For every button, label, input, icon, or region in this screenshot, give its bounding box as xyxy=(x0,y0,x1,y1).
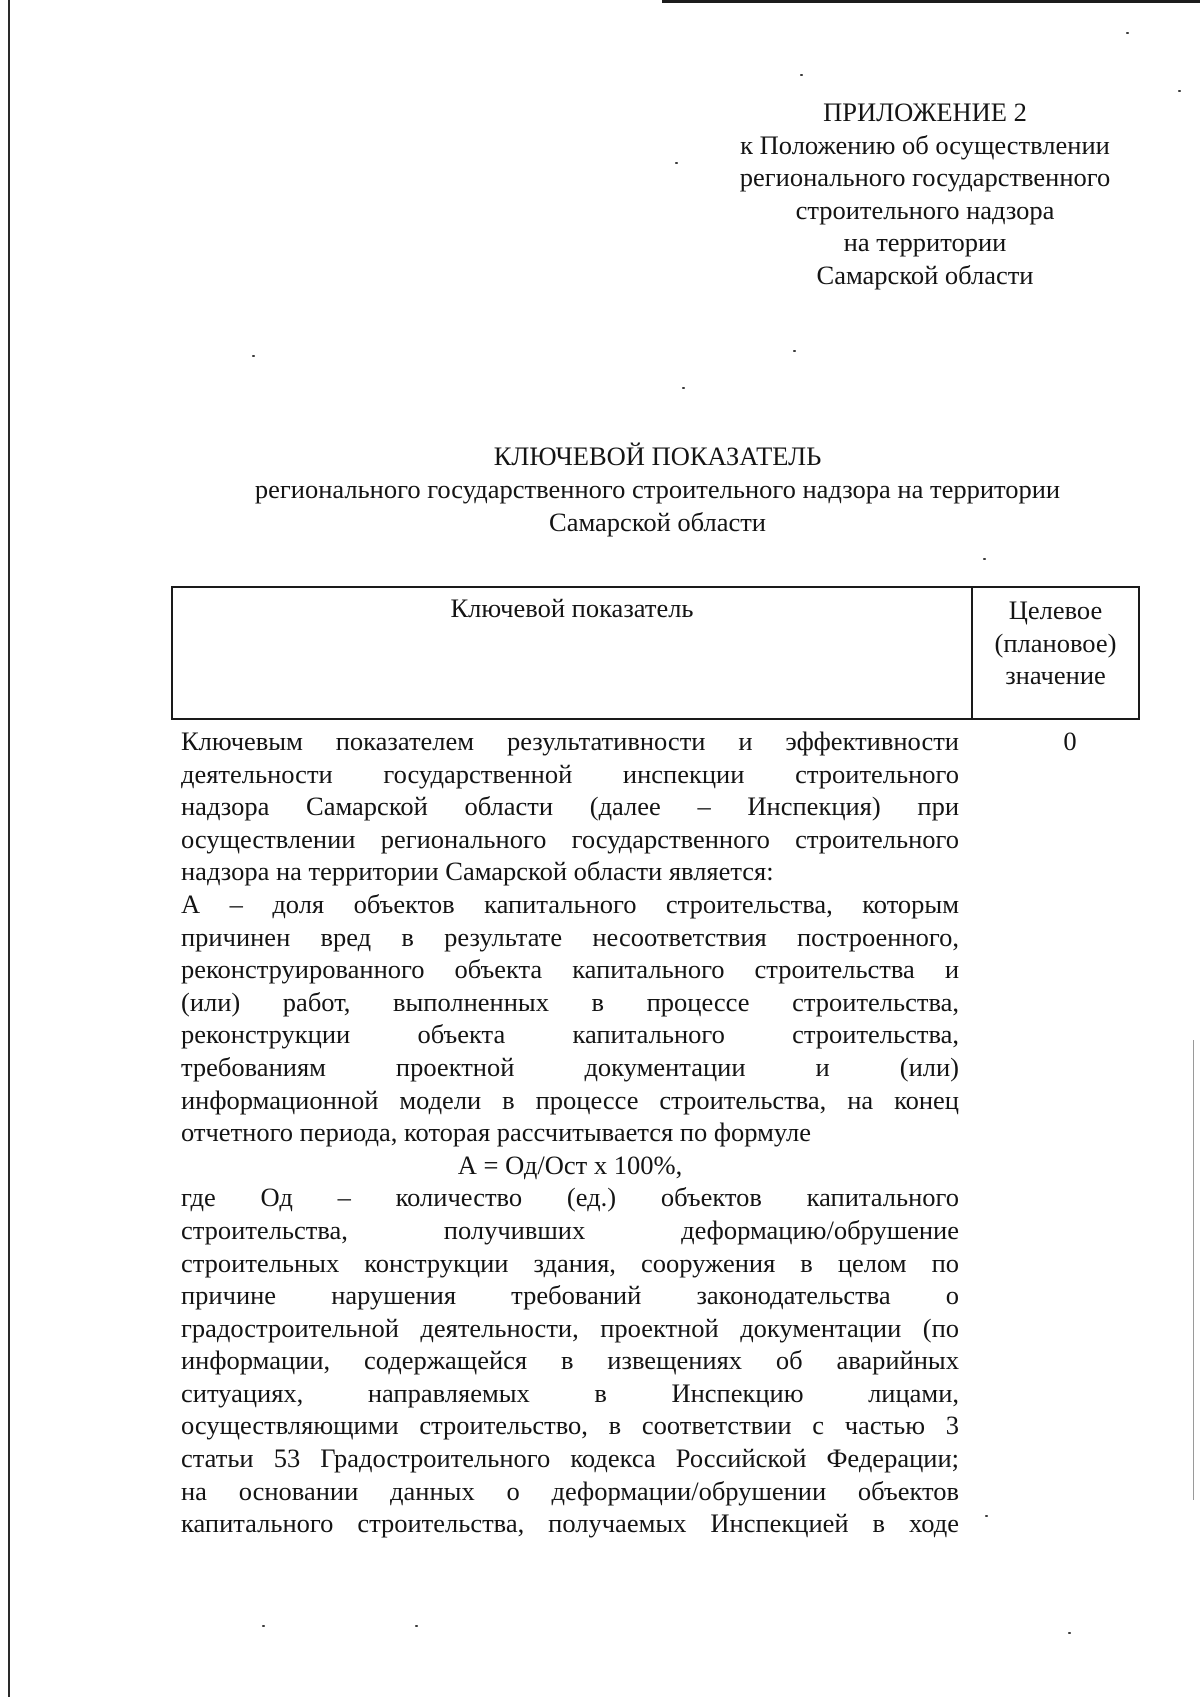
appendix-line: регионального государственного xyxy=(739,162,1111,192)
scan-speck xyxy=(1068,1632,1071,1634)
paragraph-where xyxy=(181,1181,959,1540)
text-line: градостроительной деятельности, проектной документации (по xyxy=(181,1312,959,1343)
text-line: осуществляющими строительство, в соответствии с частью 3 xyxy=(181,1410,959,1441)
text-line: на основании данных о деформации/обрушении объектов xyxy=(181,1475,959,1506)
text-line: статьи 53 Градостроительного кодекса Российской Федерации; xyxy=(181,1443,959,1474)
paragraph-intro xyxy=(181,725,959,888)
scan-speck xyxy=(1126,32,1129,34)
scan-speck xyxy=(252,355,255,357)
text-line: реконструкции объекта капитального строительства, xyxy=(181,1019,959,1050)
text-line: деятельности государственной инспекции строительного xyxy=(181,758,959,789)
column-header-target-line: Целевое xyxy=(1008,595,1103,625)
text-line: информации, содержащейся в извещениях об аварийных xyxy=(181,1345,959,1376)
scan-speck xyxy=(985,1515,988,1517)
text-line: отчетного периода, которая рассчитывается по формуле xyxy=(181,1117,811,1148)
text-line: (или) работ, выполненных в процессе строительства, xyxy=(181,986,959,1017)
text-line: капитального строительства, получаемых Инспекцией в ходе xyxy=(181,1508,959,1539)
text-line: причинен вред в результате несоответствия построенного, xyxy=(181,921,959,952)
text-line: строительных конструкции здания, сооружения в целом по xyxy=(181,1247,959,1278)
appendix-line: Самарской области xyxy=(816,259,1034,290)
text-line: причине нарушения требований законодательства о xyxy=(181,1280,959,1311)
formula: А = Од/Ост х 100%, xyxy=(457,1149,683,1180)
scan-edge-left xyxy=(8,0,10,1697)
title-subtitle-line: регионального государственного строительного надзора на территории xyxy=(254,474,1061,504)
text-line: надзора на территории Самарской области является: xyxy=(181,856,774,887)
scan-speck xyxy=(793,350,796,352)
text-line: надзора Самарской области (далее – Инспекция) при xyxy=(181,791,959,822)
scan-speck xyxy=(415,1625,418,1627)
text-line: требованиям проектной документации и (или) xyxy=(181,1051,959,1082)
text-line: информационной модели в процессе строительства, на конец xyxy=(181,1084,959,1115)
column-header-target xyxy=(973,588,1138,718)
text-line: осуществлении регионального государственного строительного xyxy=(181,823,959,854)
scan-speck xyxy=(262,1625,265,1627)
column-header-target-line: (плановое) xyxy=(994,627,1117,658)
scan-speck xyxy=(800,74,803,76)
appendix-line: к Положению об осуществлении xyxy=(740,129,1110,160)
indicator-description xyxy=(181,725,959,1540)
text-line: ситуациях, направляемых в Инспекцию лицами, xyxy=(181,1377,959,1408)
paragraph-definition xyxy=(181,888,959,1149)
column-header-target-line: значение xyxy=(1005,660,1106,690)
scan-edge-right xyxy=(1193,1040,1194,1500)
scan-speck xyxy=(1178,90,1181,92)
scan-speck xyxy=(682,387,685,389)
appendix-line: ПРИЛОЖЕНИЕ 2 xyxy=(823,97,1027,127)
text-line: реконструированного объекта капитального строительства и xyxy=(181,954,959,985)
text-line: А – доля объектов капитального строительства, которым xyxy=(181,888,959,919)
appendix-line: на территории xyxy=(843,227,1007,257)
document-title xyxy=(170,440,1145,539)
title-subtitle-line: Самарской области xyxy=(549,507,766,537)
target-value: 0 xyxy=(1063,726,1077,756)
text-line: Ключевым показателем результативности и эффективности xyxy=(181,726,959,756)
title-heading: КЛЮЧЕВОЙ ПОКАЗАТЕЛЬ xyxy=(493,441,822,471)
text-line: где Од – количество (ед.) объектов капитального xyxy=(181,1182,959,1213)
scan-speck xyxy=(983,558,986,560)
text-line: строительства, получивших деформацию/обрушение xyxy=(181,1214,959,1245)
indicator-table-header xyxy=(171,586,1140,720)
appendix-block xyxy=(715,96,1135,291)
scan-speck xyxy=(675,162,678,164)
appendix-line: строительного надзора xyxy=(795,194,1055,225)
scan-edge-top xyxy=(662,0,1200,3)
column-header-indicator: Ключевой показатель xyxy=(173,588,973,718)
